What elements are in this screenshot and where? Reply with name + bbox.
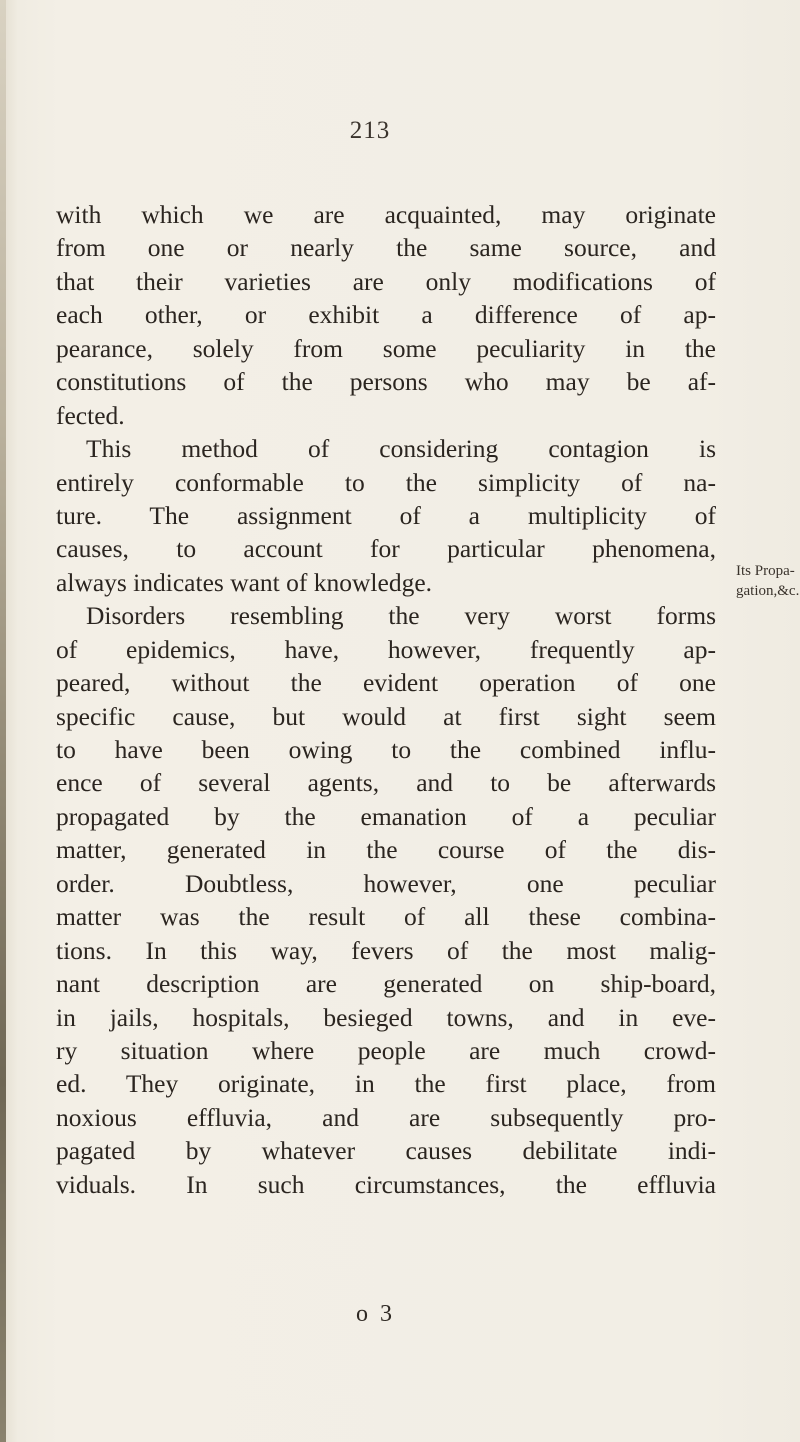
text-line: ed. They originate, in the first place, from bbox=[56, 1069, 716, 1099]
text-line: matter, generated in the course of the dis- bbox=[56, 835, 716, 865]
text-line: always indicates want of knowledge. bbox=[56, 567, 433, 597]
text-line: noxious effluvia, and are subsequently pro- bbox=[56, 1102, 716, 1132]
text-line: ence of several agents, and to be afterwards bbox=[56, 768, 716, 798]
text-line: pagated by whatever causes debilitate indi- bbox=[56, 1136, 716, 1166]
text-line: peared, without the evident operation of one bbox=[56, 668, 716, 698]
text-line: viduals. In such circumstances, the effluvia bbox=[56, 1169, 716, 1199]
text-line: causes, to account for particular phenomena, bbox=[56, 534, 716, 564]
text-line: of epidemics, have, however, frequently ap- bbox=[56, 634, 716, 664]
text-line: specific cause, but would at first sight seem bbox=[56, 701, 716, 731]
text-line: from one or nearly the same source, and bbox=[56, 233, 716, 263]
text-line: each other, or exhibit a difference of ap- bbox=[56, 300, 716, 330]
text-line: order. Doubtless, however, one peculiar bbox=[56, 868, 716, 898]
margin-note-line: Its Propa- bbox=[736, 563, 795, 579]
text-line: Disorders resembling the very worst forms bbox=[86, 601, 716, 631]
text-line: to have been owing to the combined influ- bbox=[56, 735, 716, 764]
text-line: that their varieties are only modifications of bbox=[56, 266, 716, 296]
text-line: tions. In this way, fevers of the most malig- bbox=[56, 935, 716, 965]
text-line: in jails, hospitals, besieged towns, and in eve- bbox=[56, 1002, 716, 1032]
signature-mark: o 3 bbox=[356, 1301, 395, 1327]
text-line: matter was the result of all these combina- bbox=[56, 902, 716, 932]
text-line: propagated by the emanation of a peculiar bbox=[56, 801, 716, 831]
margin-note bbox=[736, 561, 800, 601]
page-number: 213 bbox=[349, 117, 391, 144]
margin-note-line: gation,&c. bbox=[736, 583, 800, 599]
text-line: pearance, solely from some peculiarity in the bbox=[56, 333, 716, 363]
text-line: nant description are generated on ship-board, bbox=[56, 969, 716, 999]
text-line: constitutions of the persons who may be af- bbox=[56, 367, 716, 397]
text-line: entirely conformable to the simplicity of na- bbox=[56, 467, 716, 497]
body-text bbox=[56, 198, 716, 1201]
text-line: This method of considering contagion is bbox=[86, 434, 716, 464]
text-line: ry situation where people are much crowd- bbox=[56, 1035, 716, 1065]
text-line: ture. The assignment of a multiplicity of bbox=[56, 500, 716, 530]
text-line: fected. bbox=[56, 400, 125, 430]
text-line: with which we are acquainted, may originate bbox=[56, 200, 716, 229]
binding-edge bbox=[0, 0, 6, 1442]
